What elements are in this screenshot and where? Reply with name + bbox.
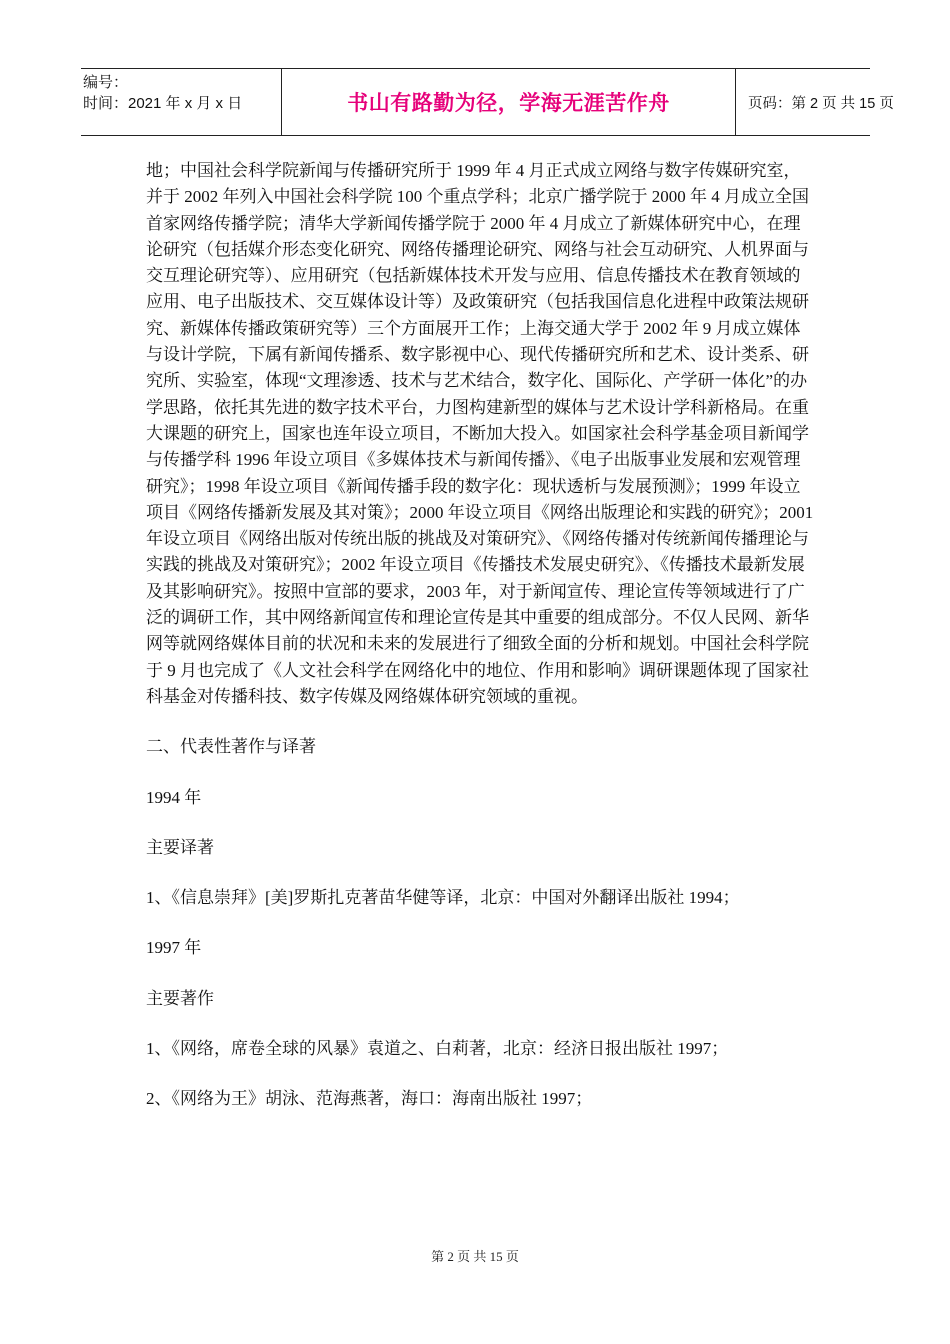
code-label: 编号： [83, 74, 129, 91]
works-heading: 主要著作 [146, 988, 214, 1008]
header-page-info: 页码：第 2 页 共 15 页 [748, 95, 894, 112]
page-footer: 第 2 页 共 15 页 [431, 1249, 519, 1264]
time-label: 时间：2021 年 x 月 x 日 [83, 95, 243, 112]
document-body [146, 158, 816, 1113]
header-motto-cell [282, 69, 736, 135]
work-item-2: 2、《网络为王》胡泳、范海燕著，海口：海南出版社 1997； [146, 1089, 593, 1109]
header-meta [81, 69, 282, 135]
year-heading-1997: 1997 年 [146, 938, 202, 958]
motto: 书山有路勤为径，学海无涯苦作舟 [347, 92, 670, 115]
page-header [81, 68, 894, 136]
work-item-1: 1、《网络，席卷全球的风暴》袁道之、白莉著，北京：经济日报出版社 1997； [146, 1039, 729, 1059]
translation-item: 1、《信息崇拜》[美]罗斯扎克著苗华健等译，北京：中国对外翻译出版社 1994； [146, 888, 740, 908]
section-heading: 二、代表性著作与译著 [146, 737, 316, 757]
body-paragraph: 地；中国社会科学院新闻与传播研究所于 1999 年 4 月正式成立网络与数字传媒研究室，并于 2002 年列入中国社会科学院 100 个重点学科；北京广播学院于 2000 年 4 月成立全国首家网络传播学院；清华大学新闻传播学院于 2000 年 4 月成立了新媒体研究中心，在理论研究（包括媒介形态变化研究、网络传播理论研究、网络与社会互动研究、人机界面与交互理论研究等）、应用研究（包括新媒体技术开发与应用、信息传播技术在教育领域的应用、电子出版技术、交互媒体设计等）及政策研究（包括我国信息化进程中政策法规研究、新媒体传播政策研究等）三个方面展开工作；上海交通大学于 2002 年 9 月成立媒体与设计学院，下属有新闻传播系、数字影视中心、现代传播研究所和艺术、设计类系、研究所、实验室，体现“文理渗透、技术与艺术结合，数字化、国际化、产学研一体化”的办学思路，依托其先进的数字技术平台，力图构建新型的媒体与艺术设计学科新格局。在重大课题的研究上，国家也连年设立项目，不断加大投入。如国家社会科学基金项目新闻学与传播学科 1996 年设立项目《多媒体技术与新闻传播》、《电子出版事业发展和宏观管理研究》；1998 年设立项目《新闻传播手段的数字化：现状透析与发展预测》；1999 年设立项目《网络传播新发展及其对策》；2000 年设立项目《网络出版理论和实践的研究》；2001 年设立项目《网络出版对传统出版的挑战及对策研究》、《网络传播对传统新闻传播理论与实践的挑战及对策研究》；2002 年设立项目《传播技术发展史研究》、《传播技术最新发展及其影响研究》。按照中宣部的要求，2003 年，对于新闻宣传、理论宣传等领域进行了广泛的调研工作，其中网络新闻宣传和理论宣传是其中重要的组成部分。不仅人民网、新华网等就网络媒体目前的状况和未来的发展进行了细致全面的分析和规划。中国社会科学院于 9 月也完成了《人文社会科学在网络化中的地位、作用和影响》调研课题体现了国家社科基金对传播科技、数字传媒及网络媒体研究领域的重视。 [146, 161, 814, 706]
year-heading-1994: 1994 年 [146, 787, 202, 807]
translations-heading: 主要译著 [146, 837, 214, 857]
